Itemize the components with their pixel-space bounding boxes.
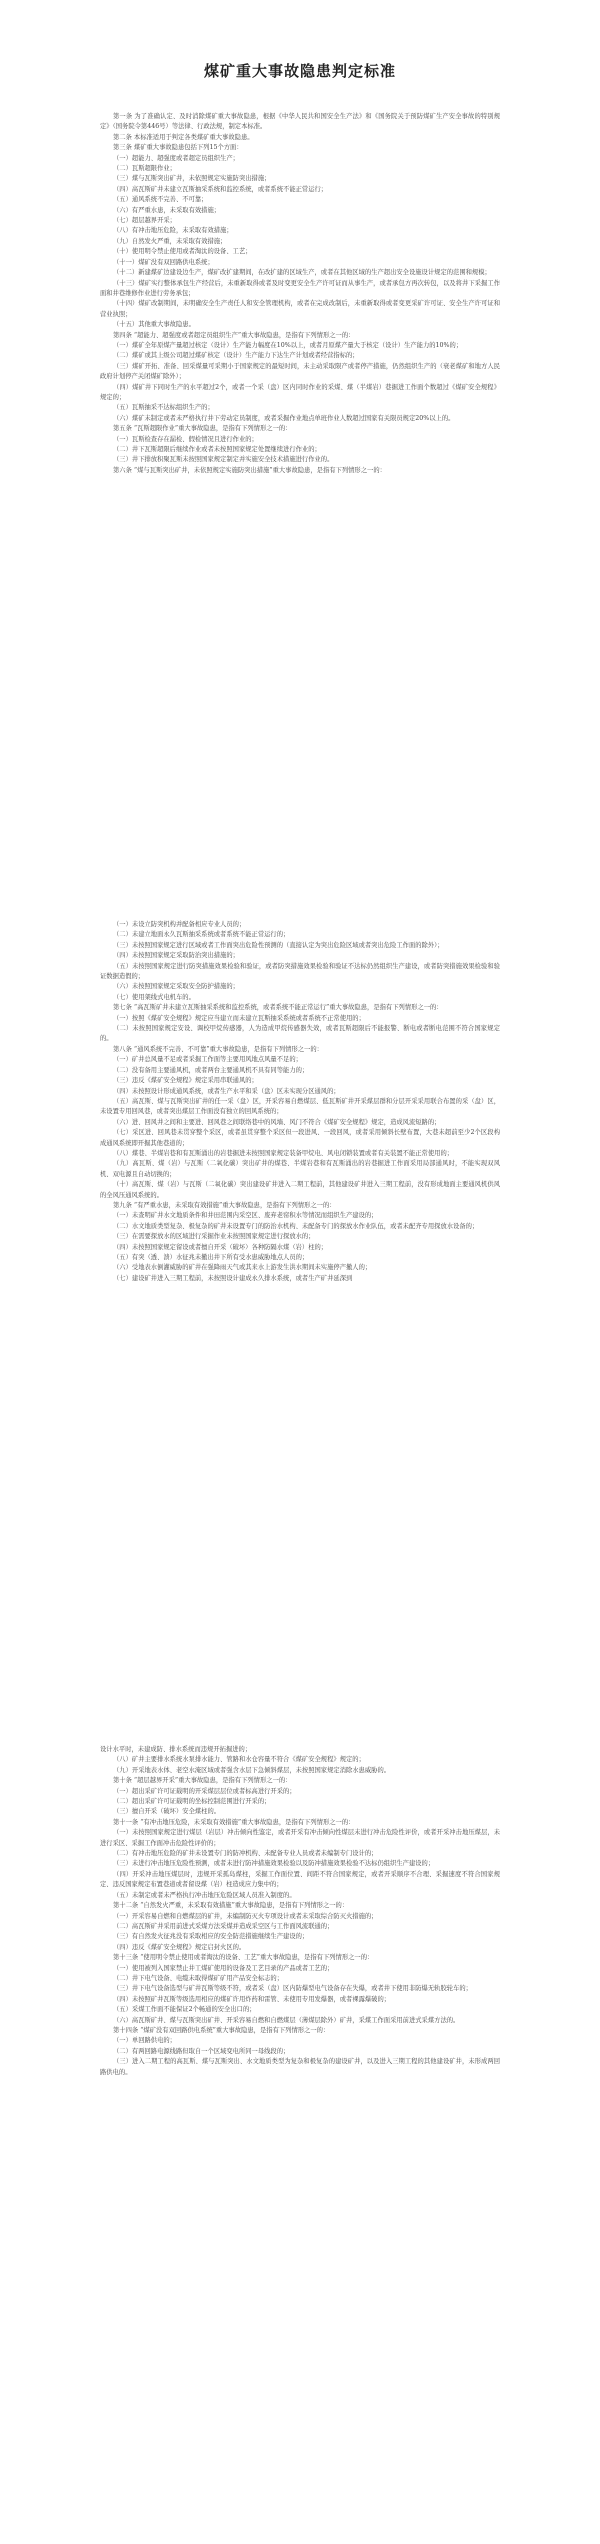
paragraph: （三）擅自开采（破坏）安全煤柱的。	[113, 1808, 221, 1816]
paragraph: （十）使用明令禁止使用或者淘汰的设备、工艺；	[113, 248, 252, 256]
paragraph: （一）使用被列入国家禁止井工煤矿使用的设备及工艺目录的产品或者工艺的；	[113, 1964, 334, 1972]
paragraph: （七）超层越界开采；	[113, 217, 176, 225]
paragraph: 第一条 为了准确认定、及时消除煤矿重大事故隐患，根据《中华人民共和国安全生产法》和《国务院关于预防煤矿生产安全事故的特别规定》（国务院令第446号）等法律、行政法规，制定本标准。	[100, 113, 500, 131]
paragraph: （一）矿井总风量不足或者采掘工作面等主要用风地点风量不足的；	[113, 1056, 302, 1064]
paragraph: （七）使用架线式电机车的。	[113, 993, 195, 1001]
paragraph: （六）进、回风井之间和主要进、回风巷之间联络巷中的风墙、风门不符合《煤矿安全规程》规定，造成风流短路的；	[113, 1118, 441, 1126]
page-block-3	[100, 1745, 500, 2078]
paragraph: 第十一条 “有冲击地压危险，未采取有效措施”重大事故隐患，是指有下列情形之一的：	[113, 1818, 355, 1826]
paragraph: （三）煤与瓦斯突出矿井，未依照规定实施防突出措施；	[113, 175, 271, 183]
paragraph: （一）超出采矿许可证载明的开采煤层层位或者标高进行开采的；	[113, 1787, 296, 1795]
paragraph: （二）井下电气设备、电缆未取得煤矿矿用产品安全标志的；	[113, 1974, 284, 1982]
paragraph: （五）瓦斯抽采不达标组织生产的；	[113, 404, 214, 412]
paragraph: （三）进入二期工程的高瓦斯、煤与瓦斯突出、水文地质类型为复杂和极复杂的建设矿井，以及进入三期工程的其他建设矿井，未形成两回路供电的。	[100, 2058, 500, 2076]
paragraph: （四）开采冲击地压煤层时，违规开采孤岛煤柱，采掘工作面位置、间距不符合国家规定，或者开采顺序不合理、采掘速度不符合国家规定、违反国家规定布置巷道或者留设煤（岩）柱造成应力集中的；	[100, 1870, 500, 1889]
paragraph: （二）未建立地面永久瓦斯抽采系统或者系统不能正常运行的；	[113, 931, 290, 939]
paragraph: （二）有两回路电源线路但取自一个区域变电所同一母线段的；	[113, 2047, 290, 2055]
paragraph: （四）未按照设计形成通风系统，或者生产水平和采（盘）区未实现分区通风的；	[113, 1087, 340, 1095]
paragraph: （八）矿井主要排水系统水泵排水能力、管路和水仓容量不符合《煤矿安全规程》规定的；	[113, 1756, 365, 1764]
page-block-1	[100, 112, 500, 476]
paragraph: （一）未按照国家规定进行煤层（岩层）冲击倾向性鉴定，或者开采有冲击倾向性煤层未进行冲击危险性评价，或者开采冲击地压煤层，未进行采区、采掘工作面冲击危险性评价的；	[100, 1829, 500, 1847]
paragraph: （一）超能力、超强度或者超定员组织生产；	[113, 154, 239, 162]
page-title: 煤矿重大事故隐患判定标准	[203, 62, 396, 80]
paragraph: （五）未制定或者未严格执行冲击地压危险区域人员准入制度的。	[113, 1891, 296, 1899]
paragraph: （五）采煤工作面不能保证2个畅通的安全出口的；	[113, 2006, 256, 2014]
paragraph: （五）有突（透、溃）水征兆未撤出井下所有受水患威胁地点人员的；	[113, 1254, 309, 1261]
paragraph: （二）瓦斯超限作业；	[113, 165, 176, 173]
paragraph: （三）违反《煤矿安全规程》规定采用串联通风的；	[113, 1077, 258, 1085]
paragraph: （一）单回路供电的；	[113, 2037, 176, 2045]
paragraph: 第六条 “煤与瓦斯突出矿井，未依照规定实施防突出措施”重大事故隐患，是指有下列情形之一的：	[113, 466, 386, 474]
page-block-2	[100, 920, 500, 1284]
paragraph: （四）未按照国家规定留设或者擅自开采（破坏）各种防隔水煤（岩）柱的；	[113, 1243, 328, 1251]
paragraph: （一）瓦斯检查存在漏检、假检情况且进行作业的；	[113, 435, 258, 443]
paragraph: 第十条 “超层越界开采”重大事故隐患，是指有下列情形之一的：	[113, 1777, 292, 1785]
paragraph: （五）通风系统不完善、不可靠；	[113, 196, 208, 204]
paragraph: （四）未按照国家规定采取防治突出措施的；	[113, 952, 239, 960]
paragraph: 第七条 “高瓦斯矿井未建立瓦斯抽采系统和监控系统，或者系统不能正常运行”重大事故隐患，是指有下列情形之一的：	[113, 1004, 443, 1012]
paragraph: （八）有冲击地压危险，未采取有效措施；	[113, 227, 233, 235]
paragraph: 第十二条 “自然发火严重，未采取有效措施”重大事故隐患，是指有下列情形之一的：	[113, 1902, 349, 1910]
paragraph: （一）未查明矿井水文地质条件和井田范围内采空区、废弃老窑积水等情况而组织生产建设的；	[113, 1212, 378, 1220]
paragraph: （十五）其他重大事故隐患。	[113, 321, 195, 329]
paragraph: （七）采区进、回风巷未贯穿整个采区，或者虽贯穿整个采区但一段进风、一段回风，或者采用倾斜长壁布置，大巷未超前至少2个区段构成通风系统即开掘其他巷道的；	[100, 1129, 500, 1147]
paragraph: （九）开采地表水体、老空水淹区域或者强含水层下急倾斜煤层，未按照国家规定消除水患威胁的。	[113, 1766, 391, 1774]
paragraph: （九）自然发火严重，未采取有效措施；	[113, 237, 227, 245]
paragraph: 第九条 “有严重水患，未采取有效措施”重大事故隐患，是指有下列情形之一的：	[113, 1201, 336, 1209]
paragraph: （八）煤巷、半煤岩巷和有瓦斯涌出的岩巷掘进未按照国家规定装备甲烷电、风电闭锁装置或者有关装置不能正常使用的；	[113, 1149, 454, 1157]
paragraph: （一）开采容易自燃和自燃煤层的矿井，未编制防灭火专项设计或者未采取综合防灭火措施的；	[113, 1912, 378, 1920]
paragraph: （三）井下电气设备选型与矿井瓦斯等级不符，或者采（盘）区内防爆型电气设备存在失爆，或者井下使用非防爆无轨胶轮车的；	[113, 1985, 472, 1993]
paragraph: （六）高瓦斯矿井、煤与瓦斯突出矿井、开采容易自燃和自燃煤层（薄煤层除外）矿井，采煤工作面采用前进式采煤方法的。	[113, 2016, 460, 2024]
paragraph: （九）高瓦斯、煤（岩）与瓦斯（二氧化碳）突出矿井的煤巷、半煤岩巷和有瓦斯涌出的岩巷掘进工作面采用局部通风时，不能实现双风机、双电源且自动切换的；	[100, 1160, 500, 1178]
paragraph: （二）没有备用主要通风机，或者两台主要通风机不具有同等能力的；	[113, 1066, 309, 1074]
paragraph: （七）建设矿井进入三期工程前，未按照设计建成永久排水系统，或者生产矿井延深到	[113, 1274, 353, 1282]
paragraph: 第五条 “瓦斯超限作业”重大事故隐患，是指有下列情形之一的：	[113, 425, 292, 433]
paragraph: （二）未按照国家规定安设、调校甲烷传感器，人为造成甲烷传感器失效，或者瓦斯超限后不能报警、断电或者断电范围不符合国家规定的。	[100, 1025, 500, 1043]
paragraph: （六）未按照国家规定采取安全防护措施的；	[113, 983, 239, 991]
paragraph: （三）煤矿开拓、准备、回采煤量可采期小于国家规定的最短时间，未主动采取限产或者停产措施，仍然组织生产的（衰老煤矿和地方人民政府计划停产关闭煤矿除外）；	[100, 362, 500, 381]
paragraph: （三）未进行冲击地压危险性预测，或者未进行防冲措施效果检验以及防冲措施效果检验不达标仍组织生产建设的；	[113, 1860, 435, 1868]
paragraph: （三）在需要探放水的区域进行采掘作业未按照国家规定进行探放水的；	[113, 1233, 315, 1241]
paragraph: （三）有自然发火征兆没有采取相应的安全防范措施继续生产建设的；	[113, 1933, 309, 1941]
paragraph: （四）未按照矿井瓦斯等级选用相应的煤矿许用炸药和雷管、未使用专用发爆器，或者裸露爆破的；	[113, 1995, 391, 2003]
paragraph: 设计水平时，未建成防、排水系统而违规开拓掘进的；	[100, 1746, 252, 1753]
paragraph: （六）煤矿未制定或者未严格执行井下劳动定员制度，或者采掘作业地点单班作业人数超过国家有关限员规定20%以上的。	[113, 414, 455, 422]
paragraph: 第三条 煤矿重大事故隐患包括下列15个方面：	[113, 144, 243, 152]
paragraph: （四）违反《煤矿安全规程》规定启封火区的。	[113, 1943, 246, 1951]
paragraph: （五）高瓦斯、煤与瓦斯突出矿井的任一采（盘）区，开采容易自燃煤层、低瓦斯矿井开采煤层群和分层开采采用联合布置的采（盘）区，未设置专用回风巷，或者突出煤层工作面没有独立的回风系统的；	[100, 1097, 500, 1116]
paragraph: （一）煤矿全年原煤产量超过核定（设计）生产能力幅度在10%以上，或者月原煤产量大于核定（设计）生产能力的10%的；	[113, 341, 463, 349]
paragraph: （四）高瓦斯矿井未建立瓦斯抽采系统和监控系统，或者系统不能正常运行；	[113, 185, 328, 193]
paragraph: 第八条 “通风系统不完善、不可靠”重大事故隐患，是指有下列情形之一的：	[113, 1045, 323, 1053]
paragraph: （十四）煤矿改制期间，未明确安全生产责任人和安全管理机构，或者在完成改制后，未重新取得或者变更采矿许可证、安全生产许可证和营业执照；	[100, 300, 500, 318]
paragraph: 第二条 本标准适用于判定各类煤矿重大事故隐患。	[113, 133, 254, 141]
paragraph: 第四条 “超能力、超强度或者超定员组织生产”重大事故隐患，是指有下列情形之一的：	[113, 331, 355, 339]
paragraph: （二）超出采矿许可证载明的坐标控制范围进行开采的；	[113, 1798, 271, 1806]
paragraph: 第十三条 “使用明令禁止使用或者淘汰的设备、工艺”重大事故隐患，是指有下列情形之一的：	[113, 1954, 374, 1962]
paragraph: （二）有冲击地压危险的矿井未设置专门的防冲机构、未配备专业人员或者未编制专门设计的；	[113, 1850, 378, 1858]
paragraph: （二）水文地质类型复杂、极复杂的矿井未设置专门的防治水机构、未配备专门的探放水作业队伍，或者未配齐专用探放水设备的；	[113, 1222, 479, 1230]
paragraph: （二）井下瓦斯超限后继续作业或者未按照国家规定处置继续进行作业的；	[113, 446, 321, 453]
paragraph: （六）有严重水患，未采取有效措施；	[113, 206, 221, 214]
paragraph: （三）井下排放积聚瓦斯未按照国家规定制定并实施安全技术措施进行作业的。	[113, 456, 334, 464]
paragraph: （三）未按照国家规定进行区域或者工作面突出危险性预测的（直接认定为突出危险区域或者突出危险工作面的除外）；	[113, 941, 444, 949]
paragraph: （五）未按照国家规定进行防突措施效果检验和验证，或者防突措施效果检验和验证不达标仍然组织生产建设，或者防突措施效果检验和验证数据造假的；	[100, 962, 500, 981]
paragraph: （十三）煤矿实行整体承包生产经营后，未重新取得或者及时变更安全生产许可证而从事生产，或者承包方再次转包，以及将井下采掘工作面和井巷维修作业进行劳务承包；	[100, 279, 500, 297]
paragraph: 第十四条 “煤矿没有双回路供电系统”重大事故隐患，是指有下列情形之一的：	[113, 2026, 330, 2034]
paragraph: （一）按照《煤矿安全规程》规定应当建立而未建立瓦斯抽采系统或者系统不正常使用的；	[113, 1014, 365, 1022]
paragraph: （一）未设立防突机构并配备相应专业人员的；	[113, 921, 246, 928]
paragraph: （二）煤矿或其上级公司超过煤矿核定（设计）生产能力下达生产计划或者经营指标的；	[113, 352, 359, 360]
paragraph: （四）煤矿井下同时生产的水平超过2个，或者一个采（盘）区内同时作业的采煤、煤（半煤岩）巷掘进工作面个数超过《煤矿安全规程》规定的；	[100, 383, 500, 401]
paragraph: （十二）新建煤矿边建设边生产，煤矿改扩建期间，在改扩建的区域生产，或者在其他区域的生产超出安全设施设计规定的范围和规模；	[113, 269, 491, 277]
paragraph: （六）受地表水倒灌威胁的矿井在强降雨天气或其来水上游发生洪水期间未实施停产撤人的；	[113, 1264, 372, 1272]
paragraph: （十一）煤矿没有双回路供电系统；	[113, 258, 214, 266]
paragraph: （二）高瓦斯矿井采用前进式采煤方法采煤并造成采空区与工作面风流联通的；	[113, 1922, 334, 1930]
paragraph: （十）高瓦斯、煤（岩）与瓦斯（二氧化碳）突出建设矿井进入二期工程前，其他建设矿井进入三期工程前，没有形成地面主要通风机供风的全风压通风系统的。	[100, 1181, 500, 1199]
